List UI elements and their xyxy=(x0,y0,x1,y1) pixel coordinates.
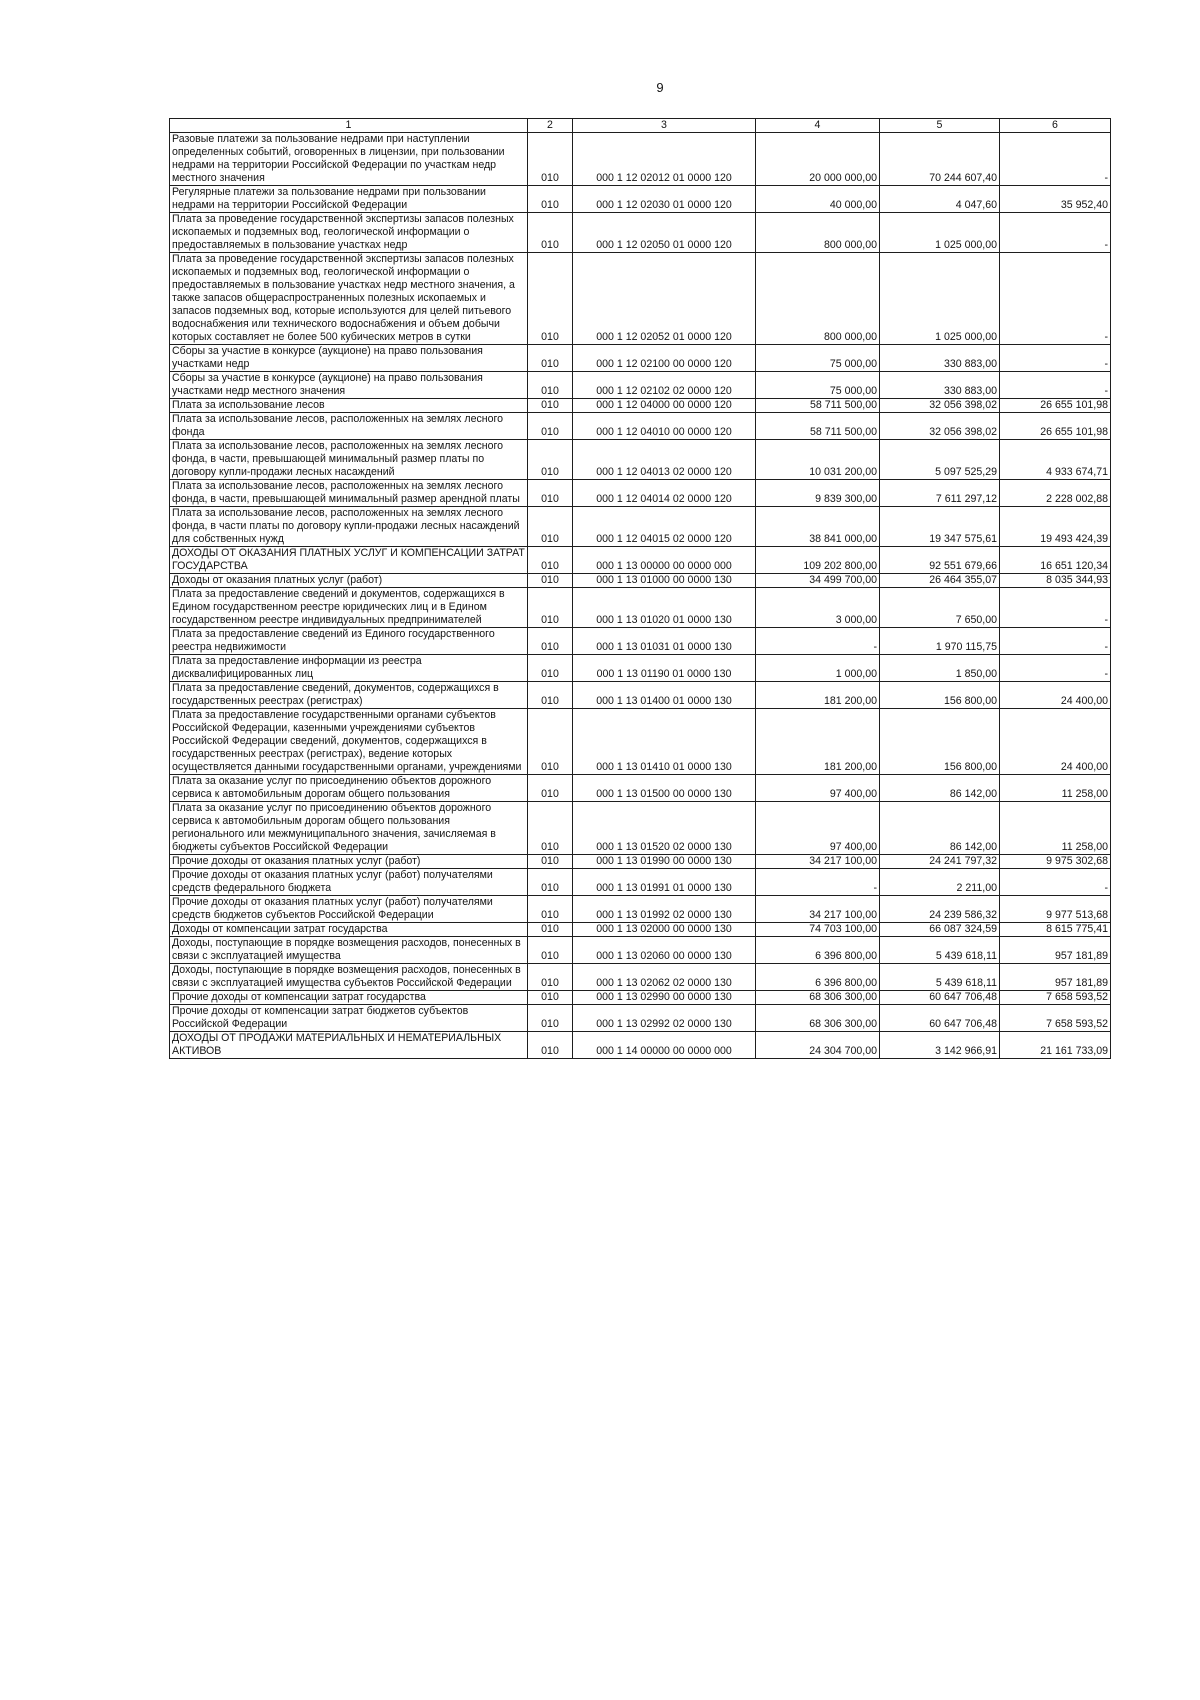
row-approved-amount-cell: 38 841 000,00 xyxy=(756,507,880,547)
table-row xyxy=(170,682,1111,709)
table-row xyxy=(170,923,1111,937)
row-unexecuted-amount-cell: 26 655 101,98 xyxy=(1000,413,1111,440)
row-budget-code-cell: 000 1 14 00000 00 0000 000 xyxy=(573,1032,756,1059)
page-number: 9 xyxy=(656,80,664,95)
row-executed-amount-cell: 70 244 607,40 xyxy=(880,133,1000,186)
row-unexecuted-amount-cell: 24 400,00 xyxy=(1000,709,1111,775)
row-code-cell: 010 xyxy=(528,440,573,480)
row-approved-amount-cell: 75 000,00 xyxy=(756,372,880,399)
table-row xyxy=(170,480,1111,507)
row-code-cell: 010 xyxy=(528,133,573,186)
row-approved-amount-cell: 97 400,00 xyxy=(756,775,880,802)
row-budget-code-cell: 000 1 13 00000 00 0000 000 xyxy=(573,547,756,574)
row-executed-amount-cell: 1 025 000,00 xyxy=(880,213,1000,253)
row-unexecuted-amount-cell: 7 658 593,52 xyxy=(1000,1005,1111,1032)
table-row xyxy=(170,655,1111,682)
row-unexecuted-amount-cell: - xyxy=(1000,213,1111,253)
row-name-cell: Плата за проведение государственной экспертизы запасов полезных ископаемых и подземных вод, геологической информации о предоставляемых в пользование участках недр xyxy=(170,213,528,253)
row-code-cell: 010 xyxy=(528,855,573,869)
row-name-cell: Доходы от компенсации затрат государства xyxy=(170,923,528,937)
row-name-cell: Доходы, поступающие в порядке возмещения расходов, понесенных в связи с эксплуатацией имущества субъектов Российской Федерации xyxy=(170,964,528,991)
row-unexecuted-amount-cell: 35 952,40 xyxy=(1000,186,1111,213)
column-number-4: 4 xyxy=(756,119,880,133)
row-name-cell: Плата за предоставление информации из реестра дисквалифицированных лиц xyxy=(170,655,528,682)
row-executed-amount-cell: 1 025 000,00 xyxy=(880,253,1000,345)
row-approved-amount-cell: 109 202 800,00 xyxy=(756,547,880,574)
row-code-cell: 010 xyxy=(528,682,573,709)
row-budget-code-cell: 000 1 13 01190 01 0000 130 xyxy=(573,655,756,682)
table-row xyxy=(170,186,1111,213)
row-unexecuted-amount-cell: - xyxy=(1000,372,1111,399)
row-code-cell: 010 xyxy=(528,628,573,655)
row-unexecuted-amount-cell: 26 655 101,98 xyxy=(1000,399,1111,413)
row-code-cell: 010 xyxy=(528,923,573,937)
row-budget-code-cell: 000 1 13 02000 00 0000 130 xyxy=(573,923,756,937)
row-approved-amount-cell: 40 000,00 xyxy=(756,186,880,213)
row-budget-code-cell: 000 1 13 02990 00 0000 130 xyxy=(573,991,756,1005)
row-approved-amount-cell: 1 000,00 xyxy=(756,655,880,682)
row-budget-code-cell: 000 1 13 01000 00 0000 130 xyxy=(573,574,756,588)
row-budget-code-cell: 000 1 12 02012 01 0000 120 xyxy=(573,133,756,186)
row-executed-amount-cell: 4 047,60 xyxy=(880,186,1000,213)
row-code-cell: 010 xyxy=(528,709,573,775)
table-row xyxy=(170,133,1111,186)
row-code-cell: 010 xyxy=(528,1032,573,1059)
row-name-cell: Разовые платежи за пользование недрами при наступлении определенных событий, оговоренных в лицензии, при пользовании недрами на территории Российской Федерации по участкам недр местного значения xyxy=(170,133,528,186)
row-code-cell: 010 xyxy=(528,213,573,253)
table-row xyxy=(170,1032,1111,1059)
row-executed-amount-cell: 5 097 525,29 xyxy=(880,440,1000,480)
row-code-cell: 010 xyxy=(528,399,573,413)
row-budget-code-cell: 000 1 13 01410 01 0000 130 xyxy=(573,709,756,775)
row-code-cell: 010 xyxy=(528,574,573,588)
row-budget-code-cell: 000 1 13 02060 00 0000 130 xyxy=(573,937,756,964)
row-unexecuted-amount-cell: 957 181,89 xyxy=(1000,937,1111,964)
row-executed-amount-cell: 156 800,00 xyxy=(880,682,1000,709)
row-code-cell: 010 xyxy=(528,413,573,440)
row-unexecuted-amount-cell: 957 181,89 xyxy=(1000,964,1111,991)
row-code-cell: 010 xyxy=(528,1005,573,1032)
row-executed-amount-cell: 32 056 398,02 xyxy=(880,399,1000,413)
row-executed-amount-cell: 60 647 706,48 xyxy=(880,991,1000,1005)
table-row xyxy=(170,345,1111,372)
row-code-cell: 010 xyxy=(528,547,573,574)
row-approved-amount-cell: 800 000,00 xyxy=(756,253,880,345)
column-number-3: 3 xyxy=(573,119,756,133)
row-budget-code-cell: 000 1 13 01992 02 0000 130 xyxy=(573,896,756,923)
row-budget-code-cell: 000 1 13 01520 02 0000 130 xyxy=(573,802,756,855)
table-row xyxy=(170,855,1111,869)
row-budget-code-cell: 000 1 12 02030 01 0000 120 xyxy=(573,186,756,213)
row-code-cell: 010 xyxy=(528,802,573,855)
row-name-cell: Прочие доходы от компенсации затрат государства xyxy=(170,991,528,1005)
row-code-cell: 010 xyxy=(528,480,573,507)
table-row xyxy=(170,507,1111,547)
table-row xyxy=(170,896,1111,923)
row-approved-amount-cell: 34 499 700,00 xyxy=(756,574,880,588)
row-code-cell: 010 xyxy=(528,896,573,923)
row-approved-amount-cell: 34 217 100,00 xyxy=(756,855,880,869)
row-approved-amount-cell: 75 000,00 xyxy=(756,345,880,372)
row-budget-code-cell: 000 1 13 01991 01 0000 130 xyxy=(573,869,756,896)
row-name-cell: Плата за использование лесов, расположенных на землях лесного фонда, в части, превышающей минимальный размер арендной платы xyxy=(170,480,528,507)
row-name-cell: Сборы за участие в конкурсе (аукционе) на право пользования участками недр местного значения xyxy=(170,372,528,399)
row-approved-amount-cell: 10 031 200,00 xyxy=(756,440,880,480)
table-row xyxy=(170,964,1111,991)
row-executed-amount-cell: 26 464 355,07 xyxy=(880,574,1000,588)
row-name-cell: Плата за предоставление сведений из Единого государственного реестра недвижимости xyxy=(170,628,528,655)
row-name-cell: Плата за использование лесов, расположенных на землях лесного фонда, в части, превышающей минимальный размер платы по договору купли-продажи лесных насаждений xyxy=(170,440,528,480)
row-approved-amount-cell: 6 396 800,00 xyxy=(756,964,880,991)
row-executed-amount-cell: 1 970 115,75 xyxy=(880,628,1000,655)
row-approved-amount-cell: 20 000 000,00 xyxy=(756,133,880,186)
row-budget-code-cell: 000 1 13 02062 02 0000 130 xyxy=(573,964,756,991)
row-unexecuted-amount-cell: 9 977 513,68 xyxy=(1000,896,1111,923)
row-approved-amount-cell: 68 306 300,00 xyxy=(756,1005,880,1032)
row-unexecuted-amount-cell: - xyxy=(1000,869,1111,896)
row-name-cell: ДОХОДЫ ОТ ПРОДАЖИ МАТЕРИАЛЬНЫХ И НЕМАТЕРИАЛЬНЫХ АКТИВОВ xyxy=(170,1032,528,1059)
row-code-cell: 010 xyxy=(528,937,573,964)
row-unexecuted-amount-cell: 24 400,00 xyxy=(1000,682,1111,709)
table-row xyxy=(170,869,1111,896)
row-code-cell: 010 xyxy=(528,345,573,372)
row-name-cell: Регулярные платежи за пользование недрами при пользовании недрами на территории Российской Федерации xyxy=(170,186,528,213)
row-approved-amount-cell: 58 711 500,00 xyxy=(756,399,880,413)
revenue-report-table xyxy=(169,118,1111,1059)
row-name-cell: Плата за использование лесов xyxy=(170,399,528,413)
table-row xyxy=(170,213,1111,253)
column-number-2: 2 xyxy=(528,119,573,133)
row-unexecuted-amount-cell: 4 933 674,71 xyxy=(1000,440,1111,480)
row-approved-amount-cell: 3 000,00 xyxy=(756,588,880,628)
row-name-cell: Плата за проведение государственной экспертизы запасов полезных ископаемых и подземных вод, геологической информации о предоставляемых в пользование участках недр местного значения, а также запасов общераспространенных полезных ископаемых и запасов подземных вод, которые используются для целей питьевого водоснабжения или технического водоснабжения и объем добычи которых составляет не более 500 кубических метров в сутки xyxy=(170,253,528,345)
row-code-cell: 010 xyxy=(528,253,573,345)
row-approved-amount-cell: 58 711 500,00 xyxy=(756,413,880,440)
table-row xyxy=(170,413,1111,440)
row-approved-amount-cell: 181 200,00 xyxy=(756,682,880,709)
column-number-5: 5 xyxy=(880,119,1000,133)
row-name-cell: Прочие доходы от компенсации затрат бюджетов субъектов Российской Федерации xyxy=(170,1005,528,1032)
row-executed-amount-cell: 60 647 706,48 xyxy=(880,1005,1000,1032)
row-executed-amount-cell: 19 347 575,61 xyxy=(880,507,1000,547)
row-code-cell: 010 xyxy=(528,372,573,399)
row-executed-amount-cell: 32 056 398,02 xyxy=(880,413,1000,440)
row-budget-code-cell: 000 1 12 04015 02 0000 120 xyxy=(573,507,756,547)
row-approved-amount-cell: - xyxy=(756,869,880,896)
row-executed-amount-cell: 5 439 618,11 xyxy=(880,964,1000,991)
table-row xyxy=(170,588,1111,628)
row-unexecuted-amount-cell: - xyxy=(1000,655,1111,682)
row-name-cell: Плата за предоставление государственными органами субъектов Российской Федерации, казенными учреждениями субъектов Российской Федерации сведений, документов, содержащихся в государственных реестрах (регистрах), ведение которых осуществляется данными государственными органами, учреждениями xyxy=(170,709,528,775)
row-executed-amount-cell: 7 650,00 xyxy=(880,588,1000,628)
row-name-cell: Плата за предоставление сведений и документов, содержащихся в Едином государственном реестре юридических лиц и в Едином государственном реестре индивидуальных предпринимателей xyxy=(170,588,528,628)
row-budget-code-cell: 000 1 12 02052 01 0000 120 xyxy=(573,253,756,345)
row-unexecuted-amount-cell: - xyxy=(1000,253,1111,345)
row-budget-code-cell: 000 1 12 02102 02 0000 120 xyxy=(573,372,756,399)
row-executed-amount-cell: 24 239 586,32 xyxy=(880,896,1000,923)
row-executed-amount-cell: 1 850,00 xyxy=(880,655,1000,682)
row-budget-code-cell: 000 1 13 01990 00 0000 130 xyxy=(573,855,756,869)
table-row xyxy=(170,440,1111,480)
table-row xyxy=(170,547,1111,574)
row-executed-amount-cell: 3 142 966,91 xyxy=(880,1032,1000,1059)
row-name-cell: Плата за предоставление сведений, документов, содержащихся в государственных реестрах (регистрах) xyxy=(170,682,528,709)
row-name-cell: Прочие доходы от оказания платных услуг (работ) xyxy=(170,855,528,869)
row-name-cell: Прочие доходы от оказания платных услуг (работ) получателями средств федерального бюджета xyxy=(170,869,528,896)
row-unexecuted-amount-cell: - xyxy=(1000,628,1111,655)
row-executed-amount-cell: 330 883,00 xyxy=(880,345,1000,372)
row-budget-code-cell: 000 1 12 04000 00 0000 120 xyxy=(573,399,756,413)
row-executed-amount-cell: 7 611 297,12 xyxy=(880,480,1000,507)
row-executed-amount-cell: 2 211,00 xyxy=(880,869,1000,896)
row-name-cell: Плата за использование лесов, расположенных на землях лесного фонда xyxy=(170,413,528,440)
row-code-cell: 010 xyxy=(528,588,573,628)
table-row xyxy=(170,991,1111,1005)
row-executed-amount-cell: 330 883,00 xyxy=(880,372,1000,399)
row-budget-code-cell: 000 1 13 01400 01 0000 130 xyxy=(573,682,756,709)
row-unexecuted-amount-cell: 21 161 733,09 xyxy=(1000,1032,1111,1059)
row-unexecuted-amount-cell: 2 228 002,88 xyxy=(1000,480,1111,507)
row-name-cell: Доходы от оказания платных услуг (работ) xyxy=(170,574,528,588)
row-unexecuted-amount-cell: 8 035 344,93 xyxy=(1000,574,1111,588)
row-code-cell: 010 xyxy=(528,869,573,896)
table-row xyxy=(170,628,1111,655)
row-budget-code-cell: 000 1 13 01500 00 0000 130 xyxy=(573,775,756,802)
row-code-cell: 010 xyxy=(528,991,573,1005)
row-approved-amount-cell: 74 703 100,00 xyxy=(756,923,880,937)
row-budget-code-cell: 000 1 12 04010 00 0000 120 xyxy=(573,413,756,440)
table-row xyxy=(170,937,1111,964)
row-name-cell: Доходы, поступающие в порядке возмещения расходов, понесенных в связи с эксплуатацией имущества xyxy=(170,937,528,964)
row-name-cell: Плата за оказание услуг по присоединению объектов дорожного сервиса к автомобильным дорогам общего пользования регионального или межмуниципального значения, зачисляемая в бюджеты субъектов Российской Федерации xyxy=(170,802,528,855)
row-budget-code-cell: 000 1 13 02992 02 0000 130 xyxy=(573,1005,756,1032)
row-unexecuted-amount-cell: - xyxy=(1000,588,1111,628)
row-budget-code-cell: 000 1 12 02100 00 0000 120 xyxy=(573,345,756,372)
table-row xyxy=(170,1005,1111,1032)
row-unexecuted-amount-cell: 7 658 593,52 xyxy=(1000,991,1111,1005)
row-budget-code-cell: 000 1 12 04013 02 0000 120 xyxy=(573,440,756,480)
row-approved-amount-cell: - xyxy=(756,628,880,655)
table-row xyxy=(170,802,1111,855)
table-row xyxy=(170,372,1111,399)
row-budget-code-cell: 000 1 13 01020 01 0000 130 xyxy=(573,588,756,628)
row-unexecuted-amount-cell: 11 258,00 xyxy=(1000,802,1111,855)
row-unexecuted-amount-cell: 9 975 302,68 xyxy=(1000,855,1111,869)
column-number-row xyxy=(170,119,1111,133)
row-unexecuted-amount-cell: 16 651 120,34 xyxy=(1000,547,1111,574)
row-unexecuted-amount-cell: 19 493 424,39 xyxy=(1000,507,1111,547)
row-unexecuted-amount-cell: - xyxy=(1000,345,1111,372)
row-unexecuted-amount-cell: 8 615 775,41 xyxy=(1000,923,1111,937)
row-budget-code-cell: 000 1 13 01031 01 0000 130 xyxy=(573,628,756,655)
row-executed-amount-cell: 92 551 679,66 xyxy=(880,547,1000,574)
row-approved-amount-cell: 68 306 300,00 xyxy=(756,991,880,1005)
report-body xyxy=(170,133,1111,1059)
row-budget-code-cell: 000 1 12 04014 02 0000 120 xyxy=(573,480,756,507)
column-number-1: 1 xyxy=(170,119,528,133)
row-executed-amount-cell: 86 142,00 xyxy=(880,775,1000,802)
row-unexecuted-amount-cell: - xyxy=(1000,133,1111,186)
row-approved-amount-cell: 9 839 300,00 xyxy=(756,480,880,507)
row-code-cell: 010 xyxy=(528,655,573,682)
row-name-cell: ДОХОДЫ ОТ ОКАЗАНИЯ ПЛАТНЫХ УСЛУГ И КОМПЕНСАЦИИ ЗАТРАТ ГОСУДАРСТВА xyxy=(170,547,528,574)
row-approved-amount-cell: 97 400,00 xyxy=(756,802,880,855)
row-executed-amount-cell: 66 087 324,59 xyxy=(880,923,1000,937)
row-code-cell: 010 xyxy=(528,775,573,802)
row-code-cell: 010 xyxy=(528,964,573,991)
row-approved-amount-cell: 181 200,00 xyxy=(756,709,880,775)
table-row xyxy=(170,253,1111,345)
row-approved-amount-cell: 6 396 800,00 xyxy=(756,937,880,964)
table-row xyxy=(170,709,1111,775)
row-approved-amount-cell: 34 217 100,00 xyxy=(756,896,880,923)
row-budget-code-cell: 000 1 12 02050 01 0000 120 xyxy=(573,213,756,253)
row-name-cell: Прочие доходы от оказания платных услуг (работ) получателями средств бюджетов субъектов Российской Федерации xyxy=(170,896,528,923)
row-name-cell: Плата за оказание услуг по присоединению объектов дорожного сервиса к автомобильным дорогам общего пользования xyxy=(170,775,528,802)
table-row xyxy=(170,775,1111,802)
row-executed-amount-cell: 86 142,00 xyxy=(880,802,1000,855)
row-code-cell: 010 xyxy=(528,507,573,547)
row-unexecuted-amount-cell: 11 258,00 xyxy=(1000,775,1111,802)
row-name-cell: Сборы за участие в конкурсе (аукционе) на право пользования участками недр xyxy=(170,345,528,372)
row-approved-amount-cell: 24 304 700,00 xyxy=(756,1032,880,1059)
row-executed-amount-cell: 156 800,00 xyxy=(880,709,1000,775)
row-approved-amount-cell: 800 000,00 xyxy=(756,213,880,253)
row-executed-amount-cell: 5 439 618,11 xyxy=(880,937,1000,964)
table-row xyxy=(170,574,1111,588)
row-code-cell: 010 xyxy=(528,186,573,213)
row-name-cell: Плата за использование лесов, расположенных на землях лесного фонда, в части платы по договору купли-продажи лесных насаждений для собственных нужд xyxy=(170,507,528,547)
table-row xyxy=(170,399,1111,413)
column-number-6: 6 xyxy=(1000,119,1111,133)
row-executed-amount-cell: 24 241 797,32 xyxy=(880,855,1000,869)
